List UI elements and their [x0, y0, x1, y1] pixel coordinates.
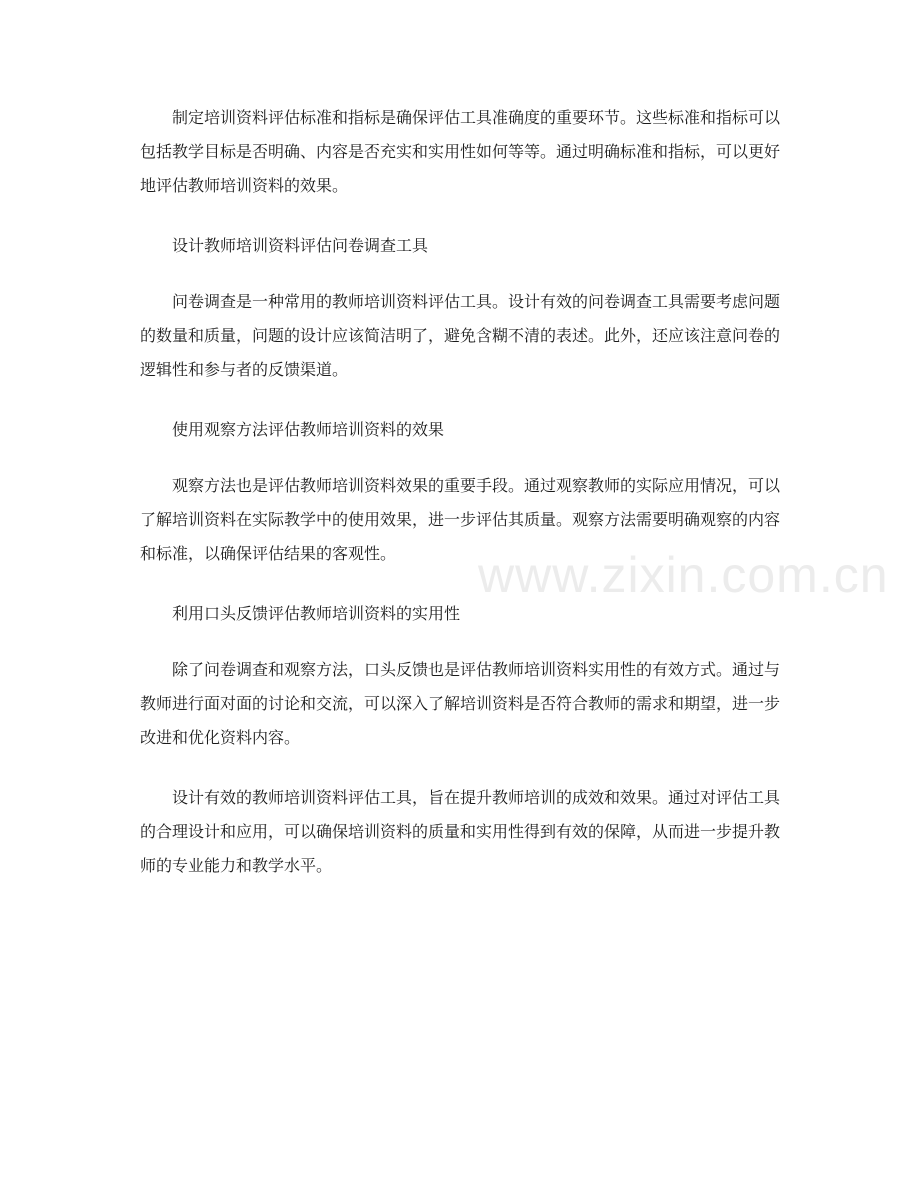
- paragraph-oral-feedback: 除了问卷调查和观察方法，口头反馈也是评估教师培训资料实用性的有效方式。通过与教师进行面对面的讨论和交流，可以深入了解培训资料是否符合教师的需求和期望，进一步改进和优化资料内容。: [140, 660, 781, 747]
- document-body: [140, 101, 780, 909]
- heading-oral-feedback: 利用口头反馈评估教师培训资料的实用性: [172, 604, 461, 623]
- paragraph-conclusion: 设计有效的教师培训资料评估工具，旨在提升教师培训的成效和效果。通过对评估工具的合理设计和应用，可以确保培训资料的质量和实用性得到有效的保障，从而进一步提升教师的专业能力和教学水平。: [140, 788, 781, 875]
- paragraph-questionnaire: 问卷调查是一种常用的教师培训资料评估工具。设计有效的问卷调查工具需要考虑问题的数量和质量，问题的设计应该简洁明了，避免含糊不清的表述。此外，还应该注意问卷的逻辑性和参与者的反馈渠道。: [140, 292, 781, 379]
- paragraph-standards: 制定培训资料评估标准和指标是确保评估工具准确度的重要环节。这些标准和指标可以包括教学目标是否明确、内容是否充实和实用性如何等等。通过明确标准和指标，可以更好地评估教师培训资料的效果。: [140, 108, 781, 195]
- heading-questionnaire: 设计教师培训资料评估问卷调查工具: [172, 236, 429, 255]
- paragraph-observation: 观察方法也是评估教师培训资料效果的重要手段。通过观察教师的实际应用情况，可以了解培训资料在实际教学中的使用效果，进一步评估其质量。观察方法需要明确观察的内容和标准，以确保评估结果的客观性。: [140, 476, 781, 563]
- watermark-text: www.zixin.com.cn: [478, 547, 889, 603]
- heading-observation: 使用观察方法评估教师培训资料的效果: [172, 420, 445, 439]
